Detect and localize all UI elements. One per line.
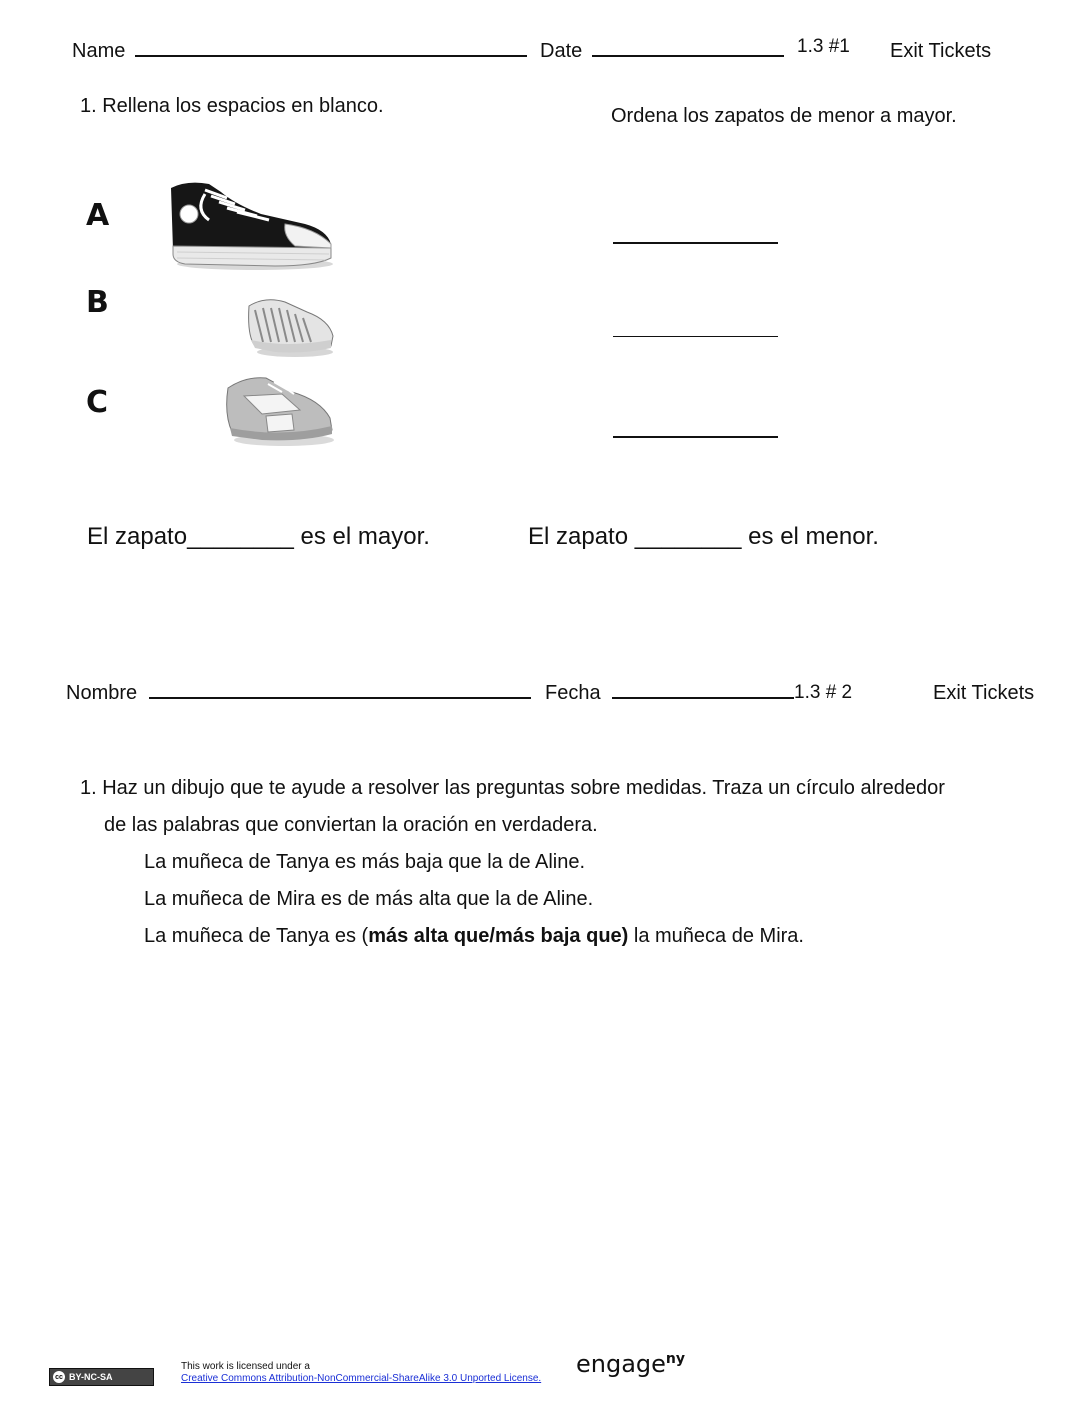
- question-text: 1. Rellena los espacios en blanco.: [80, 95, 384, 117]
- name-label: Name: [72, 40, 126, 62]
- statement-2: La muñeca de Mira es de más alta que la de Aline.: [144, 888, 594, 910]
- sentence-menor: El zapato ________ es el menor.: [528, 523, 879, 550]
- question2-line1: 1. Haz un dibujo que te ayude a resolver las preguntas sobre medidas. Traza un círculo alrededor: [80, 777, 945, 799]
- statement-3: [80, 918, 1040, 955]
- shoe-letter-a: A: [86, 198, 110, 233]
- shoe-letter-c: C: [86, 385, 109, 420]
- license-line1: This work is licensed under a: [181, 1361, 310, 1372]
- license-link[interactable]: Creative Commons Attribution-NonCommercial-ShareAlike 3.0 Unported License.: [181, 1373, 542, 1384]
- ticket2-header: [66, 682, 531, 705]
- nombre-field[interactable]: [149, 697, 531, 699]
- option-mas-baja[interactable]: más baja que): [494, 925, 629, 947]
- running-shoe-icon: [222, 374, 336, 448]
- name-field[interactable]: [135, 55, 527, 57]
- order-answer-line-2[interactable]: [613, 336, 778, 337]
- order-prompt: Ordena los zapatos de menor a mayor.: [611, 105, 957, 127]
- ticket1-date: [540, 40, 784, 63]
- cc-badge-text: BY-NC-SA: [69, 1372, 113, 1382]
- date-label: Date: [540, 40, 583, 62]
- ticket-category: Exit Tickets: [890, 40, 992, 62]
- logo-main: engage: [576, 1350, 666, 1378]
- ticket2-question: [80, 770, 1040, 955]
- slip-on-shoe-icon: [245, 296, 335, 358]
- statement-3-post: la muñeca de Mira.: [628, 925, 804, 947]
- high-top-sneaker-icon: [165, 180, 335, 272]
- cc-license-badge[interactable]: [49, 1368, 154, 1386]
- date-field[interactable]: [592, 55, 784, 57]
- engageny-logo: [576, 1350, 685, 1378]
- fecha-label: Fecha: [545, 682, 601, 704]
- ticket-code: 1.3 #1: [797, 36, 850, 57]
- option-separator: /: [489, 925, 495, 947]
- ticket2-category: Exit Tickets: [933, 682, 1035, 704]
- shoe-letter-b: B: [86, 285, 109, 320]
- sentence-mayor: El zapato________ es el mayor.: [87, 523, 430, 550]
- order-answer-line-1[interactable]: [613, 242, 778, 244]
- question2-line2: de las palabras que conviertan la oración en verdadera.: [104, 814, 598, 836]
- order-answer-line-3[interactable]: [613, 436, 778, 438]
- cc-icon: cc: [53, 1371, 65, 1383]
- ticket2-date: [545, 682, 794, 705]
- license-text: [181, 1361, 541, 1385]
- statement-3-pre: La muñeca de Tanya es (: [144, 925, 369, 947]
- nombre-label: Nombre: [66, 682, 138, 704]
- ticket1-header: [72, 40, 527, 63]
- option-mas-alta[interactable]: más alta que: [368, 925, 490, 947]
- fecha-field[interactable]: [612, 697, 794, 699]
- statement-1: La muñeca de Tanya es más baja que la de Aline.: [144, 851, 586, 873]
- ticket2-code: 1.3 # 2: [794, 682, 853, 703]
- logo-sup: ny: [665, 1351, 686, 1367]
